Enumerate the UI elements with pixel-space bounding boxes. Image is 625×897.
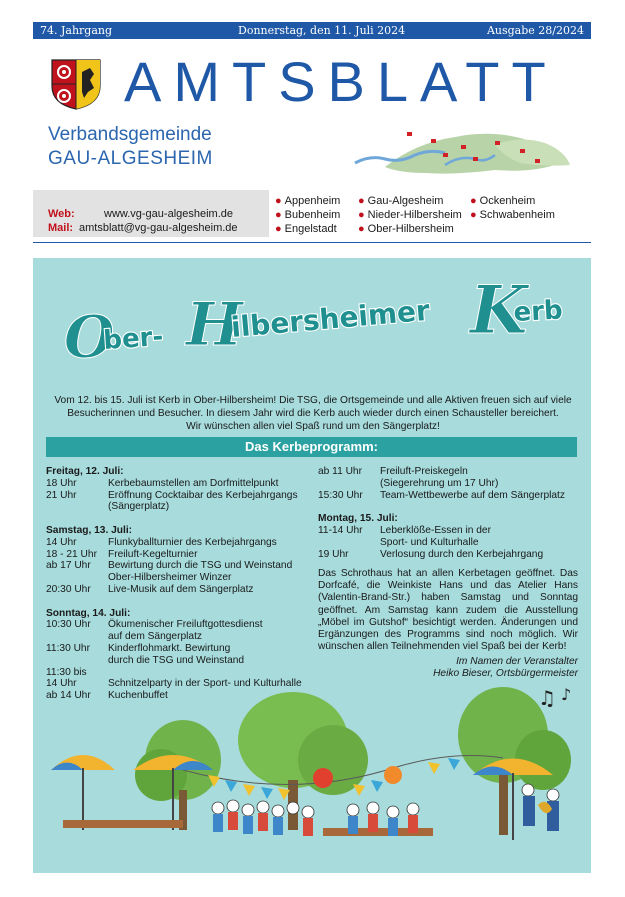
- intro-text: Vom 12. bis 15. Juli ist Kerb in Ober-Hilbersheim! Die TSG, die Ortsgemeinde und alle Aktiven freuen sich auf viele Besucherinnen und Besucher. In diesem Jahr wird die Kerb auch wieder durch einen Schausteller bereichert. Wir wünschen allen viel Spaß rund um den Sängerplatz!: [54, 395, 572, 432]
- kerb-headline: [0, 275, 625, 365]
- jahrgang: 74. Jahrgang: [40, 24, 113, 37]
- program-row: 11:30 bis: [46, 666, 87, 678]
- program-row: 11:30 Uhr Kinderflohmarkt. Bewirtung: [46, 642, 231, 654]
- brass-band: [522, 784, 559, 831]
- region-map-illustration: [345, 115, 580, 185]
- list-item: ● Nieder-Hilbersheim: [358, 209, 462, 221]
- town-list-2: [358, 194, 462, 236]
- program-row: (Sängerplatz): [108, 501, 170, 513]
- program-row: 10:30 Uhr Ökumenischer Freiluftgottesdienst: [46, 619, 263, 631]
- day-heading: Samstag, 13. Juli:: [46, 524, 133, 536]
- parasol-icon: [51, 755, 115, 830]
- issue-number: Ausgabe 28/2024: [486, 24, 584, 37]
- list-item: ● Gau-Algesheim: [358, 195, 444, 207]
- program-row: 20:30 Uhr Live-Musik auf dem Sängerplatz: [46, 583, 254, 595]
- day-heading: Montag, 15. Juli:: [318, 513, 398, 525]
- music-note-icon: [538, 685, 571, 710]
- list-item: ● Engelstadt: [275, 223, 337, 235]
- tree-icon: [135, 720, 221, 830]
- headline-part3: erb: [512, 295, 564, 328]
- program-row: 19 Uhr Verlosung durch den Kerbejahrgang: [318, 548, 544, 560]
- program-row: auf dem Sängerplatz: [108, 631, 203, 643]
- program-row: 14 Uhr Schnitzelparty in der Sport- und Kulturhalle: [46, 678, 302, 690]
- program-row: 14 Uhr Flunkyballturnier des Kerbejahrgangs: [46, 536, 277, 548]
- header-divider: [33, 242, 591, 243]
- program-row: 18 - 21 Uhr Freiluft-Kegelturnier: [46, 548, 198, 560]
- program-row: durch die TSG und Weinstand: [108, 654, 245, 666]
- vg-name-line1: Verbandsgemeinde: [48, 124, 212, 145]
- program-row: ab 11 Uhr Freiluft-Preiskegeln: [318, 466, 468, 477]
- list-item: ● Ockenheim: [470, 195, 536, 207]
- day-heading: Freitag, 12. Juli:: [46, 466, 124, 477]
- page-title: AMTSBLATT: [124, 50, 558, 113]
- masthead-bar: [33, 22, 591, 39]
- program-row: 11-14 Uhr Leberklöße-Essen in der: [318, 524, 491, 536]
- headline-cap-o: O: [64, 303, 115, 365]
- coat-of-arms-icon: [50, 58, 102, 110]
- festival-illustration: [33, 680, 591, 873]
- web-link[interactable]: www.vg-gau-algesheim.de: [104, 208, 234, 220]
- headline-part1: ber-: [102, 321, 165, 356]
- svg-text:♪: ♪: [561, 685, 572, 704]
- day-heading: Sonntag, 14. Juli:: [46, 607, 131, 619]
- program-right-column: [318, 466, 580, 560]
- signature-block: Im Namen der Veranstalter Heiko Bieser, Ortsbürgermeister: [433, 656, 578, 680]
- program-row: Sport- und Kulturhalle: [380, 536, 479, 548]
- vg-name-line2: GAU-ALGESHEIM: [48, 148, 213, 169]
- mail-label: Mail:: [48, 222, 74, 234]
- list-item: ● Ober-Hilbersheim: [358, 223, 454, 235]
- headline-cap-k: K: [470, 275, 528, 349]
- program-row: ab 14 Uhr Kuchenbuffet: [46, 690, 168, 702]
- program-row: ab 17 Uhr Bewirtung durch die TSG und Weinstand: [46, 560, 293, 572]
- program-row: 18 Uhr Kerbebaumstellen am Dorfmittelpunkt: [46, 477, 279, 489]
- program-left-column: [46, 466, 316, 702]
- program-row: 15:30 Uhr Team-Wettbewerbe auf dem Sängerplatz: [318, 489, 565, 501]
- svg-text:♫: ♫: [538, 686, 556, 710]
- list-item: ● Appenheim: [275, 195, 341, 207]
- program-row: (Siegerehrung um 17 Uhr): [380, 477, 499, 489]
- web-label: Web:: [48, 208, 75, 220]
- headline-cap-h: H: [186, 290, 243, 360]
- program-row: Ober-Hilbersheimer Winzer: [108, 572, 232, 584]
- program-row: 21 Uhr Eröffnung Cocktaibar des Kerbejahrgangs: [46, 489, 298, 501]
- issue-date: Donnerstag, den 11. Juli 2024: [238, 24, 406, 37]
- town-list-3: [470, 194, 555, 222]
- parasol-icon: [473, 759, 553, 841]
- list-item: ● Bubenheim: [275, 209, 341, 221]
- closing-paragraph: Das Schrothaus hat an allen Kerbetagen geöffnet. Das Dorfcafé, die Weinkiste Hans und das Atelier Hans (Valentin-Brand-Str.) haben Samstag und Sonntag geöffnet. Am Samstag kann zudem die Ausstellung „Möbel im Gutshof“ besichtigt werden. Änderungen und Ergänzungen des Programms sind noch möglich. Wir wünschen allen Teilnehmenden viel Spaß bei der Kerb!: [318, 568, 578, 653]
- mail-link[interactable]: amtsblatt@vg-gau-algesheim.de: [79, 222, 238, 234]
- list-item: ● Schwabenheim: [470, 209, 555, 221]
- program-heading: Das Kerbeprogramm:: [46, 437, 577, 457]
- town-list-1: [275, 194, 340, 236]
- headline-part2: ilbersheimer: [229, 293, 432, 344]
